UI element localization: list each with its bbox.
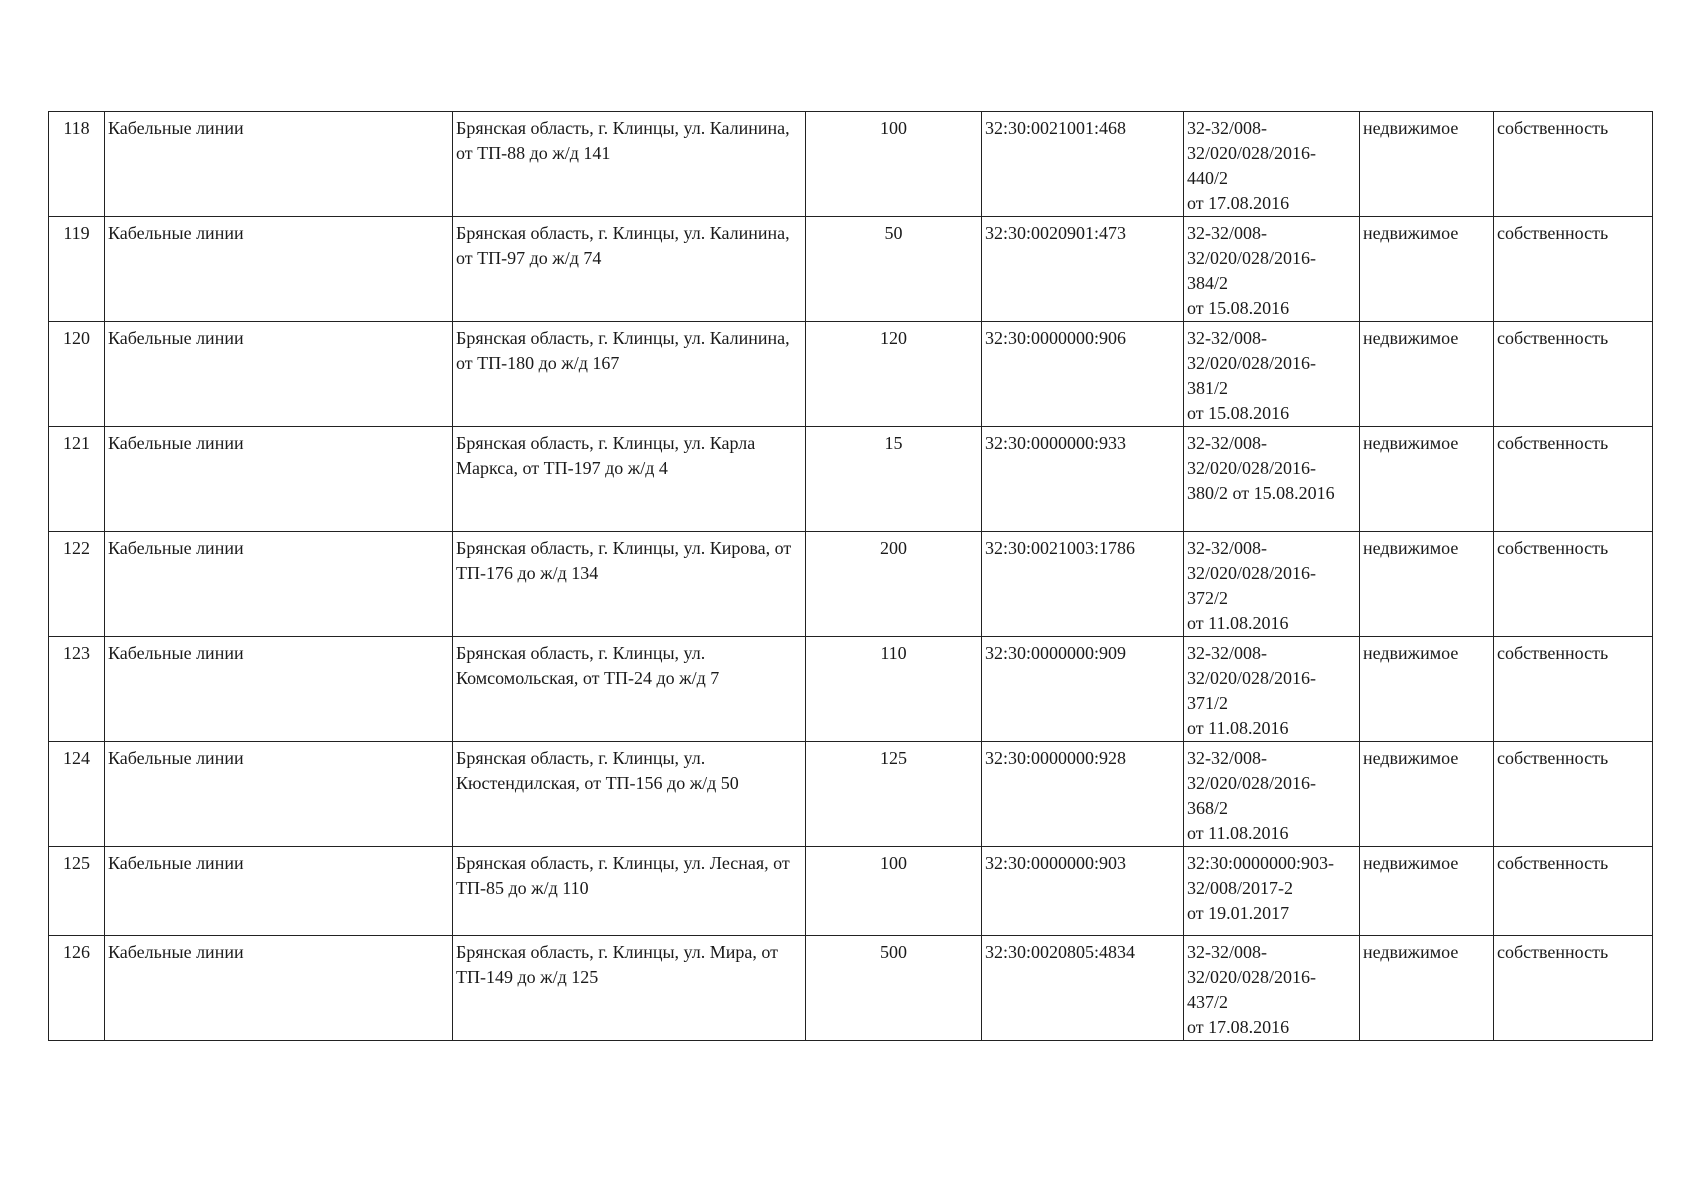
- registration-line: 32:30:0000000:903-: [1187, 853, 1334, 873]
- registration-line: 32/020/028/2016-: [1187, 773, 1316, 793]
- registration-line: 437/2: [1187, 992, 1229, 1012]
- ownership-right: собственность: [1494, 742, 1653, 847]
- registration-line: 371/2: [1187, 693, 1229, 713]
- row-number: 118: [49, 112, 105, 217]
- ownership-right: собственность: [1494, 532, 1653, 637]
- object-name: Кабельные линии: [105, 847, 453, 936]
- object-name: Кабельные линии: [105, 427, 453, 532]
- row-number: 120: [49, 322, 105, 427]
- registration-line: 32/020/028/2016-: [1187, 143, 1316, 163]
- registration-record: [1184, 742, 1360, 847]
- row-number: 123: [49, 637, 105, 742]
- registration-line: 32/020/028/2016-: [1187, 458, 1316, 478]
- object-address: Брянская область, г. Клинцы, ул. Кюстендилская, от ТП-156 до ж/д 50: [453, 742, 806, 847]
- registration-line: 32-32/008-: [1187, 328, 1267, 348]
- registration-line: 380/2 от 15.08.2016: [1187, 483, 1335, 503]
- cadastral-number: 32:30:0021001:468: [982, 112, 1184, 217]
- registration-line: 32-32/008-: [1187, 118, 1267, 138]
- registration-line: от 11.08.2016: [1187, 823, 1289, 843]
- property-type: недвижимое: [1360, 427, 1494, 532]
- registration-record: [1184, 847, 1360, 936]
- registration-line: 32/020/028/2016-: [1187, 353, 1316, 373]
- property-type: недвижимое: [1360, 217, 1494, 322]
- object-length: 200: [806, 532, 982, 637]
- registration-line: 32/020/028/2016-: [1187, 248, 1316, 268]
- property-registry-table: [48, 111, 1653, 1041]
- object-address: Брянская область, г. Клинцы, ул. Калинина, от ТП-88 до ж/д 141: [453, 112, 806, 217]
- cadastral-number: 32:30:0021003:1786: [982, 532, 1184, 637]
- registration-record: [1184, 322, 1360, 427]
- row-number: 126: [49, 936, 105, 1041]
- row-number: 122: [49, 532, 105, 637]
- registration-line: 32-32/008-: [1187, 643, 1267, 663]
- object-name: Кабельные линии: [105, 742, 453, 847]
- registration-line: 32-32/008-: [1187, 538, 1267, 558]
- registration-line: 32/008/2017-2: [1187, 878, 1293, 898]
- object-address: Брянская область, г. Клинцы, ул. Карла Маркса, от ТП-197 до ж/д 4: [453, 427, 806, 532]
- registration-line: 32/020/028/2016-: [1187, 563, 1316, 583]
- row-number: 124: [49, 742, 105, 847]
- ownership-right: собственность: [1494, 322, 1653, 427]
- ownership-right: собственность: [1494, 427, 1653, 532]
- registration-record: [1184, 217, 1360, 322]
- object-name: Кабельные линии: [105, 936, 453, 1041]
- object-name: Кабельные линии: [105, 322, 453, 427]
- cadastral-number: 32:30:0000000:928: [982, 742, 1184, 847]
- table-row: [49, 322, 1653, 427]
- table-row: [49, 427, 1653, 532]
- table-row: [49, 936, 1653, 1041]
- registration-line: 368/2: [1187, 798, 1229, 818]
- registration-line: от 15.08.2016: [1187, 298, 1290, 318]
- cadastral-number: 32:30:0000000:906: [982, 322, 1184, 427]
- row-number: 125: [49, 847, 105, 936]
- table-body: [49, 112, 1653, 1041]
- ownership-right: собственность: [1494, 637, 1653, 742]
- object-length: 120: [806, 322, 982, 427]
- registration-line: от 11.08.2016: [1187, 613, 1289, 633]
- property-type: недвижимое: [1360, 637, 1494, 742]
- row-number: 121: [49, 427, 105, 532]
- property-type: недвижимое: [1360, 532, 1494, 637]
- cadastral-number: 32:30:0020805:4834: [982, 936, 1184, 1041]
- registration-line: 440/2: [1187, 168, 1229, 188]
- registration-record: [1184, 112, 1360, 217]
- registration-record: [1184, 936, 1360, 1041]
- registration-line: от 19.01.2017: [1187, 903, 1290, 923]
- object-name: Кабельные линии: [105, 112, 453, 217]
- object-length: 125: [806, 742, 982, 847]
- object-length: 110: [806, 637, 982, 742]
- table-row: [49, 847, 1653, 936]
- cadastral-number: 32:30:0000000:909: [982, 637, 1184, 742]
- registration-line: 32-32/008-: [1187, 942, 1267, 962]
- ownership-right: собственность: [1494, 847, 1653, 936]
- cadastral-number: 32:30:0000000:903: [982, 847, 1184, 936]
- table-row: [49, 742, 1653, 847]
- registration-line: 32/020/028/2016-: [1187, 967, 1316, 987]
- registration-line: 372/2: [1187, 588, 1229, 608]
- object-address: Брянская область, г. Клинцы, ул. Лесная, от ТП-85 до ж/д 110: [453, 847, 806, 936]
- table-row: [49, 112, 1653, 217]
- registration-line: 384/2: [1187, 273, 1229, 293]
- registration-line: 32-32/008-: [1187, 748, 1267, 768]
- registration-line: 32/020/028/2016-: [1187, 668, 1316, 688]
- registration-line: 32-32/008-: [1187, 433, 1267, 453]
- row-number: 119: [49, 217, 105, 322]
- object-length: 100: [806, 112, 982, 217]
- registration-line: от 17.08.2016: [1187, 1017, 1290, 1037]
- object-name: Кабельные линии: [105, 532, 453, 637]
- ownership-right: собственность: [1494, 112, 1653, 217]
- property-type: недвижимое: [1360, 847, 1494, 936]
- object-length: 500: [806, 936, 982, 1041]
- property-type: недвижимое: [1360, 112, 1494, 217]
- property-type: недвижимое: [1360, 322, 1494, 427]
- registration-line: 381/2: [1187, 378, 1229, 398]
- object-address: Брянская область, г. Клинцы, ул. Калинина, от ТП-97 до ж/д 74: [453, 217, 806, 322]
- object-address: Брянская область, г. Клинцы, ул. Мира, от ТП-149 до ж/д 125: [453, 936, 806, 1041]
- registration-line: от 17.08.2016: [1187, 193, 1290, 213]
- object-address: Брянская область, г. Клинцы, ул. Комсомольская, от ТП-24 до ж/д 7: [453, 637, 806, 742]
- registration-record: [1184, 637, 1360, 742]
- cadastral-number: 32:30:0020901:473: [982, 217, 1184, 322]
- ownership-right: собственность: [1494, 217, 1653, 322]
- registration-line: от 11.08.2016: [1187, 718, 1289, 738]
- object-length: 15: [806, 427, 982, 532]
- object-name: Кабельные линии: [105, 217, 453, 322]
- cadastral-number: 32:30:0000000:933: [982, 427, 1184, 532]
- ownership-right: собственность: [1494, 936, 1653, 1041]
- object-address: Брянская область, г. Клинцы, ул. Кирова, от ТП-176 до ж/д 134: [453, 532, 806, 637]
- table-row: [49, 217, 1653, 322]
- registration-record: [1184, 532, 1360, 637]
- registration-line: 32-32/008-: [1187, 223, 1267, 243]
- property-type: недвижимое: [1360, 742, 1494, 847]
- property-type: недвижимое: [1360, 936, 1494, 1041]
- object-length: 100: [806, 847, 982, 936]
- table-row: [49, 637, 1653, 742]
- object-address: Брянская область, г. Клинцы, ул. Калинина, от ТП-180 до ж/д 167: [453, 322, 806, 427]
- registration-record: [1184, 427, 1360, 532]
- table-row: [49, 532, 1653, 637]
- object-length: 50: [806, 217, 982, 322]
- registration-line: от 15.08.2016: [1187, 403, 1290, 423]
- object-name: Кабельные линии: [105, 637, 453, 742]
